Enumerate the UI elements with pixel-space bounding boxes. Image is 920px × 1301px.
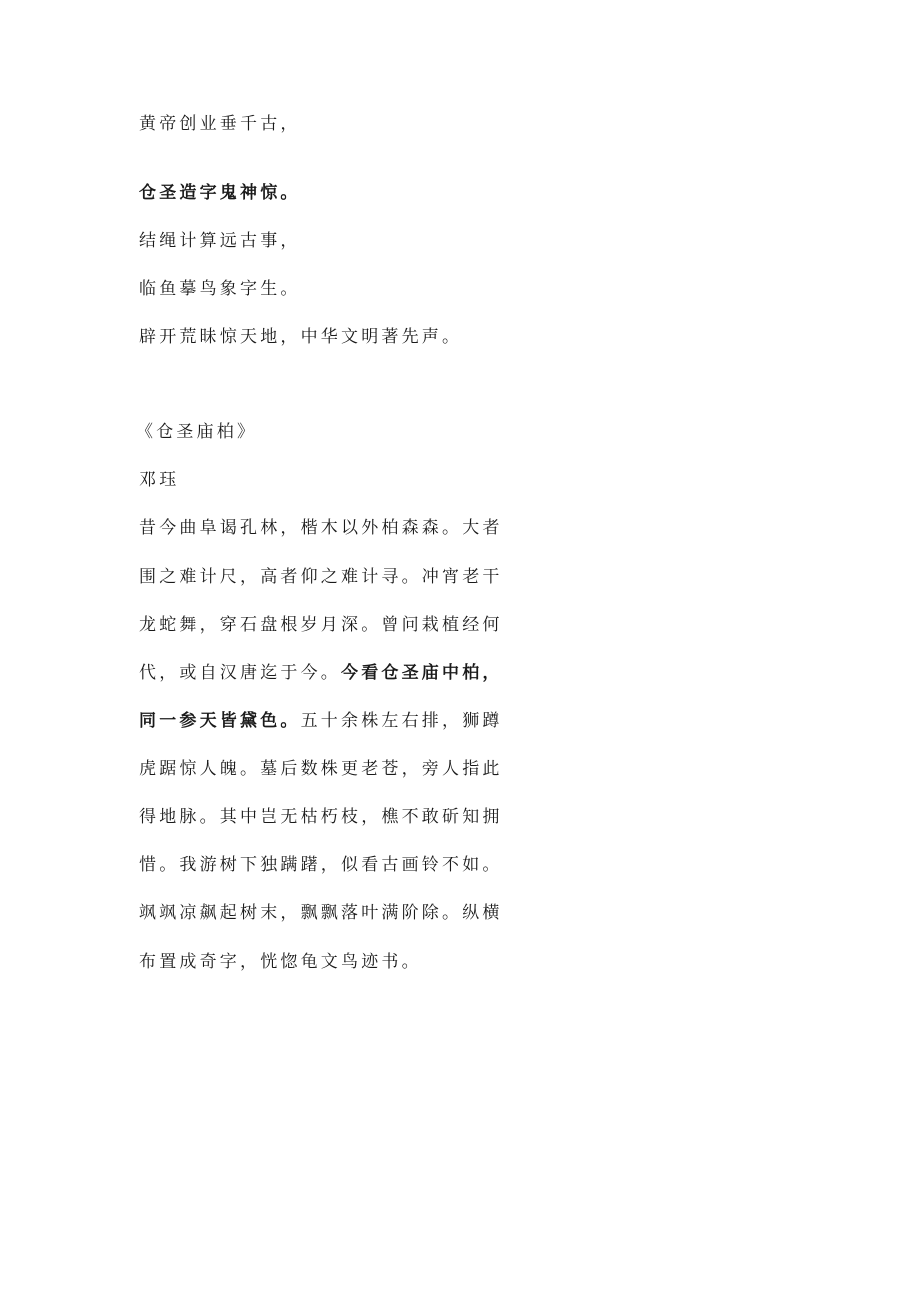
poem2-line-4 <box>139 662 503 684</box>
poem1-line-5: 辟开荒昧惊天地，中华文明著先声。 <box>139 327 463 347</box>
poem2-line-1: 昔今曲阜谒孔林，楷木以外柏森森。大者 <box>139 518 503 538</box>
poem1-line-2: 仓圣造字鬼神惊。 <box>139 183 301 203</box>
poem1-line-3: 结绳计算远古事， <box>139 231 301 251</box>
poem1-line-1: 黄帝创业垂千古， <box>139 114 301 134</box>
poem2-line-5-text: 五十余株左右排，狮蹲 <box>300 711 503 731</box>
poem2-line-9: 飒飒凉飙起树末，飘飘落叶满阶除。纵横 <box>139 903 503 923</box>
poem2-line-10: 布置成奇字，恍惚龟文鸟迹书。 <box>139 952 422 972</box>
poem2-line-7: 得地脉。其中岂无枯朽枝，樵不敢斫知拥 <box>139 807 503 827</box>
poem2-line-5 <box>139 710 503 732</box>
poem2-author: 邓珏 <box>139 470 180 490</box>
poem2-line-5-bold: 同一参天皆黛色。 <box>139 711 301 731</box>
poem2-line-8: 惜。我游树下独蹒躇，似看古画铃不如。 <box>139 855 503 875</box>
poem2-line-4-text: 代，或自汉唐迄于今。 <box>139 663 341 683</box>
poem2-line-6: 虎踞惊人魄。墓后数株更老苍，旁人指此 <box>139 759 503 779</box>
poem2-line-2: 围之难计尺，高者仰之难计寻。冲宵老干 <box>139 567 503 587</box>
poem2-title: 《仓圣庙柏》 <box>136 422 258 442</box>
poem2-line-4-bold: 今看仓圣庙中柏， <box>341 663 503 683</box>
poem1-line-4: 临鱼摹鸟象字生。 <box>139 279 301 299</box>
poem2-line-3: 龙蛇舞，穿石盘根岁月深。曾问栽植经何 <box>139 615 503 635</box>
